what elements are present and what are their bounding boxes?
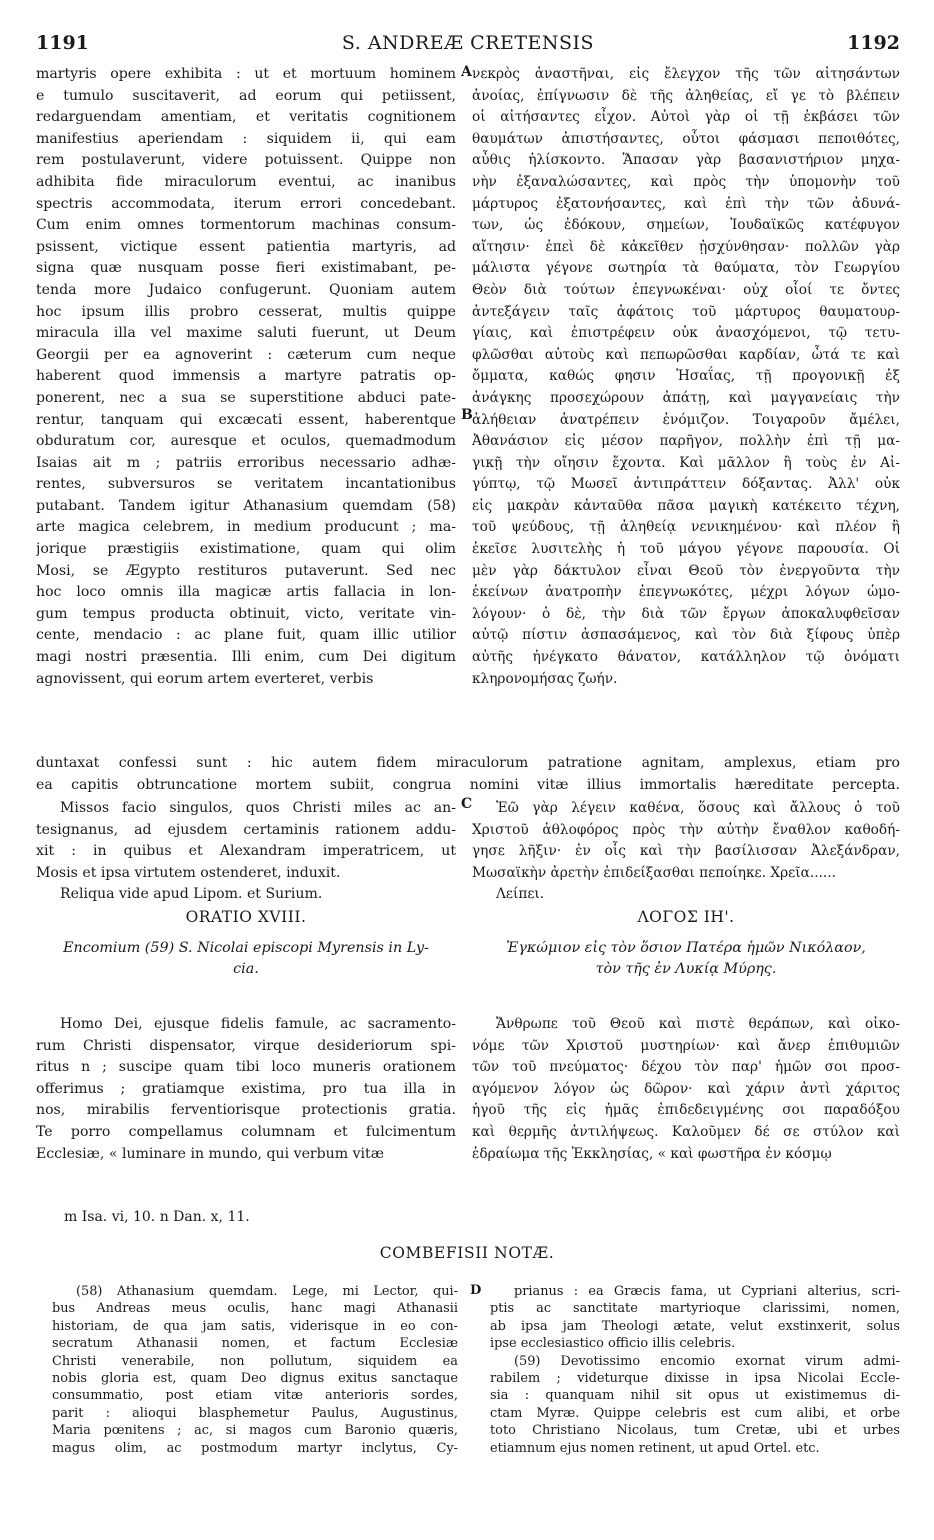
greek-top-line: νὴν ἐξαναλώσαντες, καὶ πρὸς τὴν ὑπομονὴν τοῦ [472, 173, 900, 190]
page-header [36, 32, 900, 62]
greek-mid-line: Χριστοῦ ἀθλοφόρος πρὸς τὴν αὐτὴν ἔναθλον καθοδή- [472, 821, 900, 838]
latin-top-line: miracula illa vel maxime saluti fuerunt, ut Deum [36, 325, 456, 342]
latin-top-line: spectris accommodata, iterum errori concedebant. [36, 195, 456, 212]
notes-left-line: bus Andreas meus oculis, hanc magi Athanasii [52, 1301, 458, 1317]
greek-top-line: αὐτῷ πίστιν ἀσπασάμενος, καὶ τὸν διὰ ξίφους ὑπὲρ [472, 627, 900, 644]
greek-top-line: εἰς μακρὰν κἀνταῦθα πᾶσα μαγικὴ κατέκειτο τέχνη, [472, 497, 900, 514]
latin-top-line: hoc loco omnis illa magicæ artis fallacia in lon- [36, 584, 456, 601]
latin-top-line: cente, mendacio : ac plane fuit, quam illic utilior [36, 627, 456, 644]
latin-mid-line: Reliqua vide apud Lipom. et Surium. [60, 886, 323, 903]
subtitle-latin-line: Encomium (59) S. Nicolai episcopi Myrensis in Ly- [63, 940, 429, 956]
notes-left-line: nobis gloria est, quam Deo dignus exitus sanctaque [52, 1370, 458, 1386]
greek-top-line: οἱ αἰτήσαντες εἶχον. Αὐτοὶ γὰρ οἱ τῇ ἐκβάσει τῶν [472, 109, 900, 126]
notes-right-line: (59) Devotissimo encomio exornat virum admi- [514, 1353, 900, 1369]
notes-right-line: etiamnum ejus nomen retinent, ut apud Ortel. etc. [490, 1440, 820, 1456]
latin-top-line: arte magica celebrem, in medium producunt ; ma- [36, 519, 456, 536]
greek-top-line: γύπτῳ, τῷ Μωσεῖ ἀντιπράττειν δόξαντας. Ἀλλ' οὐκ [472, 476, 900, 493]
latin-bottom-line: ritus n ; suscipe quam tibi loco muneris orationem [36, 1059, 456, 1076]
notes-column-right [490, 1283, 900, 1457]
greek-top-line: μὲν γὰρ δάκτυλον εἶναι Θεοῦ τὸν ἐνεργοῦντα τὴν [472, 562, 900, 579]
margin-marker-d: D [470, 1283, 482, 1298]
subtitle-greek-line: Ἐγκώμιον εἰς τὸν ὅσιον Πατέρα ἡμῶν Νικόλαον, [506, 940, 866, 956]
greek-column-top [472, 64, 900, 690]
greek-top-line: ἀνοίας, ἐπίγνωσιν δὲ τῆς ἀληθείας, εἴ γε τὸ βλέπειν [472, 87, 900, 104]
greek-top-line: γίαις, καὶ ἐπιστρέφειν οὐκ ἀνασχόμενοι, τῷ τετυ- [472, 325, 900, 342]
latin-top-line: martyris opere exhibita : ut et mortuum hominem [36, 66, 456, 82]
notes-right-line: ctam Myræ. Quippe celebris est cum alibi, et orbe [490, 1405, 900, 1421]
latin-column-top [36, 64, 456, 690]
latin-top-line: rem postulaverunt, videre potuissent. Quippe non [36, 152, 456, 169]
latin-top-line: tenda more Judaico confugerunt. Quoniam autem [36, 281, 456, 298]
notes-left-line: Maria pœnitens ; ac, si magos cum Baronio quæris, [52, 1423, 458, 1439]
latin-bottom-line: offerimus ; gratiamque existima, pro tua illa in [36, 1080, 456, 1097]
latin-column-mid [36, 798, 456, 906]
latin-full-line: ea capitis obtruncatione mortem subiit, congrua nomini vitæ illius immortalis hæreditate percepta. [36, 776, 900, 793]
latin-mid-line: tesignanus, ad ejusdem certaminis rationem addu- [36, 821, 456, 838]
latin-top-line: Cum enim omnes tormentorum machinas consum- [36, 217, 456, 234]
greek-column-bottom [472, 1014, 900, 1165]
latin-bottom-line: rum Christi dispensator, virque desideriorum spi- [36, 1037, 456, 1054]
notes-right-line: sia : quanquam nihil sit opus ut existimemus di- [490, 1388, 900, 1404]
full-width-text [36, 753, 900, 796]
notes-left-line: (58) Athanasium quemdam. Lege, mi Lector, qui- [76, 1284, 458, 1299]
latin-top-line: redarguendam amentiam, et veritatis cognitionem [36, 109, 456, 126]
latin-top-line: gum tempus producta obtinuit, victo, veritate vin- [36, 605, 456, 622]
greek-top-line: λόγουν· ὁ δὲ, τὴν διὰ τῶν ἔργων ἀποκαλυφθεῖσαν [472, 605, 900, 622]
latin-bottom-line: nos, mirabilis ferventiorisque protectionis gratia. [36, 1102, 456, 1119]
greek-top-line: ἐκείνων ἀνατροπὴν ἐπεγνωκότες, μέχρι λόγων ὡμο- [472, 584, 900, 601]
greek-top-line: ἀλήθειαν ἀνατρέπειν ἐνόμιζον. Τοιγαροῦν ἄμέλει, [472, 411, 900, 428]
greek-bottom-line: Ἄνθρωπε τοῦ Θεοῦ καὶ πιστὲ θεράπων, καὶ οἰκο- [496, 1016, 900, 1032]
oratio-heading-latin: ORATIO XVIII. [185, 908, 307, 926]
notes-left-line: magus olim, ac postmodum martyr inclytus, Cy- [52, 1440, 458, 1456]
greek-bottom-line: νόμε τῶν Χριστοῦ μυστηρίων· καὶ ἄνερ ἐπιθυμιῶν [472, 1037, 900, 1054]
subtitle-latin-line: cia. [233, 961, 259, 977]
latin-top-line: Georgii per ea agnoverint : cæterum cum neque [36, 346, 456, 363]
latin-top-line: manifestius aperiendam : siquidem ii, qui eam [36, 130, 456, 147]
greek-top-line: Ἀθανάσιον εἰς μέσον παρῆγον, πολλὴν ἐπὶ τῇ μα- [472, 433, 900, 450]
greek-bottom-line: ἑδραίωμα τῆς Ἐκκλησίας, « καὶ φωστῆρα ἐν κόσμῳ [472, 1145, 832, 1162]
greek-top-line: γικῇ τὴν οἴησιν ἔχοντα. Καὶ μᾶλλον ἢ τοὺς ἐν Αἰ- [472, 454, 900, 471]
latin-top-line: rentes, subversuros se veritatem incantationibus [36, 476, 456, 493]
notes-left-line: Christi venerabile, non pollutum, siquidem ea [52, 1353, 458, 1369]
greek-mid-line: γησε λῆξιν· ἐν οἷς καὶ τὴν βασίλισσαν Ἀλεξάνδραν, [472, 843, 900, 860]
greek-bottom-line: αγόμενον λόγον ὡς δῶρον· καὶ χάριν ἀντὶ χάριτος [472, 1080, 900, 1097]
latin-mid-line: Mosis et ipsa virtutem ostenderet, induxit. [36, 864, 341, 881]
latin-top-line: haberent quod immensis a martyre patratis op- [36, 368, 456, 385]
greek-top-line: ἐκεῖσε λυσιτελὴς ἡ τοῦ μάγου γέγονε παρουσία. Οἱ [472, 541, 900, 558]
greek-top-line: ὄμματα, καθώς φησιν Ἡσαΐας, τῇ προγονικῇ ἐξ [472, 368, 900, 385]
notes-left-line: historiam, de qua jam satis, viderisque in eo con- [52, 1318, 458, 1334]
latin-top-line: e tumulo suscitaverit, ad eorum qui petiissent, [36, 87, 456, 104]
latin-top-line: magi nostri præsentia. Illi enim, cum Dei digitum [36, 649, 456, 666]
latin-mid-line: Missos facio singulos, quos Christi miles ac an- [60, 800, 456, 816]
greek-mid-line: Λείπει. [496, 886, 545, 903]
latin-mid-line: xit : in quibus et Alexandram imperatricem, ut [36, 843, 456, 860]
greek-top-line: Θεὸν διὰ τούτων ἐπεγνωκέναι· οὐχ οἷοί τε ὄντες [472, 281, 900, 298]
notes-right-line: ipse ecclesiastico officio illis celebris. [490, 1336, 736, 1352]
notes-left-line: secratum Athanasii nomen, et factum Ecclesiæ [52, 1336, 458, 1352]
latin-top-line: agnovissent, qui eorum artem everteret, verbis [36, 670, 374, 687]
latin-top-line: adhibita fide miraculorum eventui, ac inanibus [36, 173, 456, 190]
greek-bottom-line: καὶ θερμῆς ἀντιλήψεως. Καλοῦμεν δέ σε στύλον καὶ [472, 1123, 900, 1140]
latin-top-line: jorique præstigiis existimatione, quam qui olim [36, 541, 456, 558]
greek-top-line: αὐτῆς ἠνέγκατο θάνατον, κατάλληλον τῷ ὀνόματι [472, 649, 900, 666]
greek-top-line: μάρτυρος ἐξατονήσαντες, καὶ ἐπὶ τὴν τῶν ἀδυνά- [472, 195, 900, 212]
subtitle-latin [36, 938, 456, 980]
notes-column-left [52, 1283, 458, 1457]
latin-top-line: ponerent, nec a sua se superstitione abduci pate- [36, 389, 456, 406]
subtitle-greek-line: τὸν τῆς ἐν Λυκίᾳ Μύρης. [595, 961, 777, 977]
notes-right-line: ptis ac sanctitate martyrioque clarissimi, nomen, [490, 1301, 900, 1317]
greek-top-line: αἴτησιν· ἐπεὶ δὲ κἀκεῖθεν ᾐσχύνθησαν· πολλῶν γὰρ [472, 238, 900, 255]
greek-mid-line: Ἐῶ γὰρ λέγειν καθένα, ὅσους καὶ ἄλλους ὁ τοῦ [496, 800, 900, 816]
notes-right-line: toto Christiano Nicolaus, tum Cretæ, ubi et urbes [490, 1423, 900, 1439]
latin-top-line: rentur, tanquam qui excæcati essent, haberentque [36, 411, 456, 428]
latin-bottom-line: Ecclesiæ, « luminare in mundo, qui verbum vitæ [36, 1145, 384, 1162]
oratio-heading-greek: ΛΟΓΟΣ ΙΗ'. [637, 908, 735, 926]
margin-marker-b: B [461, 407, 473, 423]
margin-marker-c: C [461, 796, 473, 812]
latin-top-line: psissent, victique essent patientia martyris, ad [36, 238, 456, 255]
notes-right-line: rabilem ; videturque dixisse in ipsa Nicolai Eccle- [490, 1370, 900, 1386]
latin-top-line: Isaias ait m ; patriis erroribus necessario adhæ- [36, 454, 456, 471]
latin-bottom-line: Homo Dei, ejusque fidelis famule, ac sacramento- [60, 1016, 456, 1032]
greek-mid-line: Μωσαϊκὴν ἀρετὴν ἐπιδείξασθαι πεποίηκε. Χρεῖα...... [472, 864, 836, 881]
notes-heading: COMBEFISII NOTÆ. [379, 1244, 555, 1262]
notes-left-line: parit : alioqui blasphemetur Paulus, Augustinus, [52, 1405, 458, 1421]
latin-top-line: hoc ipsum illis probro cesserat, multis quippe [36, 303, 456, 320]
page-number-right: 1192 [847, 32, 900, 54]
greek-top-line: των, ὡς ἐδόκουν, σημείων, Ἰουδαϊκῶς κατέφυγον [472, 217, 900, 234]
latin-top-line: obduratum cor, auresque et oculos, quemadmodum [36, 433, 456, 450]
latin-bottom-line: Te porro compellamus columnam et fulcimentum [36, 1123, 456, 1140]
latin-top-line: signa quæ nusquam posse fieri existimabant, pe- [36, 260, 456, 277]
greek-top-line: ἀνάγκης προσεχώρουν ἀπάτῃ, καὶ μαγγανείαις τὴν [472, 389, 900, 406]
margin-marker-a: A [461, 64, 472, 80]
greek-top-line: τοῦ ψεύδους, τῇ ἀληθείᾳ νενικημένου· καὶ πλέον ἢ [472, 519, 900, 536]
notes-left-line: consummatio, post etiam vitæ anterioris sordes, [52, 1388, 458, 1404]
notes-right-line: ab ipsa jam Theologi ætate, velut exstinxerit, solus [490, 1318, 900, 1334]
greek-top-line: αὖθις ἡλίσκοντο. Ἅπασαν γὰρ βασανιστήριον μηχα- [472, 152, 900, 169]
latin-column-bottom [36, 1014, 456, 1165]
latin-top-line: Mosi, se Ægypto restituros putaverunt. Sed nec [36, 562, 456, 579]
greek-bottom-line: ἡγοῦ τῆς εἰς ἡμᾶς ἐπιδεδειγμένης σοι παραδόξου [472, 1102, 900, 1119]
greek-bottom-line: τῶν τοῦ πνεύματος· δέχου τὸν παρ' ἡμῶν σοι προσ- [472, 1059, 900, 1076]
notes-right-line: prianus : ea Græcis fama, ut Cypriani alterius, scri- [514, 1284, 900, 1299]
footnote: m Isa. vi, 10. n Dan. x, 11. [64, 1209, 250, 1225]
greek-column-mid [472, 798, 900, 906]
greek-top-line: μάλιστα γέγονε σωτηρία τὰ θαύματα, τὸν Γεωργίου [472, 260, 900, 277]
greek-top-line: φλῶσθαι αὐτοὺς καὶ πεπωρῶσθαι καρδίαν, ὦτά τε καὶ [472, 346, 900, 363]
subtitle-greek [472, 938, 900, 980]
latin-full-line: duntaxat confessi sunt : hic autem fidem miraculorum patratione agnitam, amplexus, etiam pro [36, 755, 900, 771]
page-number-left: 1191 [36, 32, 89, 54]
running-title: S. ANDREÆ CRETENSIS [341, 32, 595, 54]
greek-top-line: ἀντεξάγειν ταῖς ἀφάτοις τοῦ μάρτυρος θαυματουρ- [472, 303, 900, 320]
latin-top-line: putabant. Tandem igitur Athanasium quemdam (58) [36, 497, 456, 514]
greek-top-line: θαυμάτων ἀπιστήσαντες, οὗτοι φάσμασι πεποιθότες, [472, 130, 900, 147]
greek-top-line: κληρονομήσας ζωήν. [472, 670, 618, 687]
greek-top-line: νεκρὸς ἀναστῆναι, εἰς ἔλεγχον τῆς τῶν αἰτησάντων [472, 66, 900, 82]
